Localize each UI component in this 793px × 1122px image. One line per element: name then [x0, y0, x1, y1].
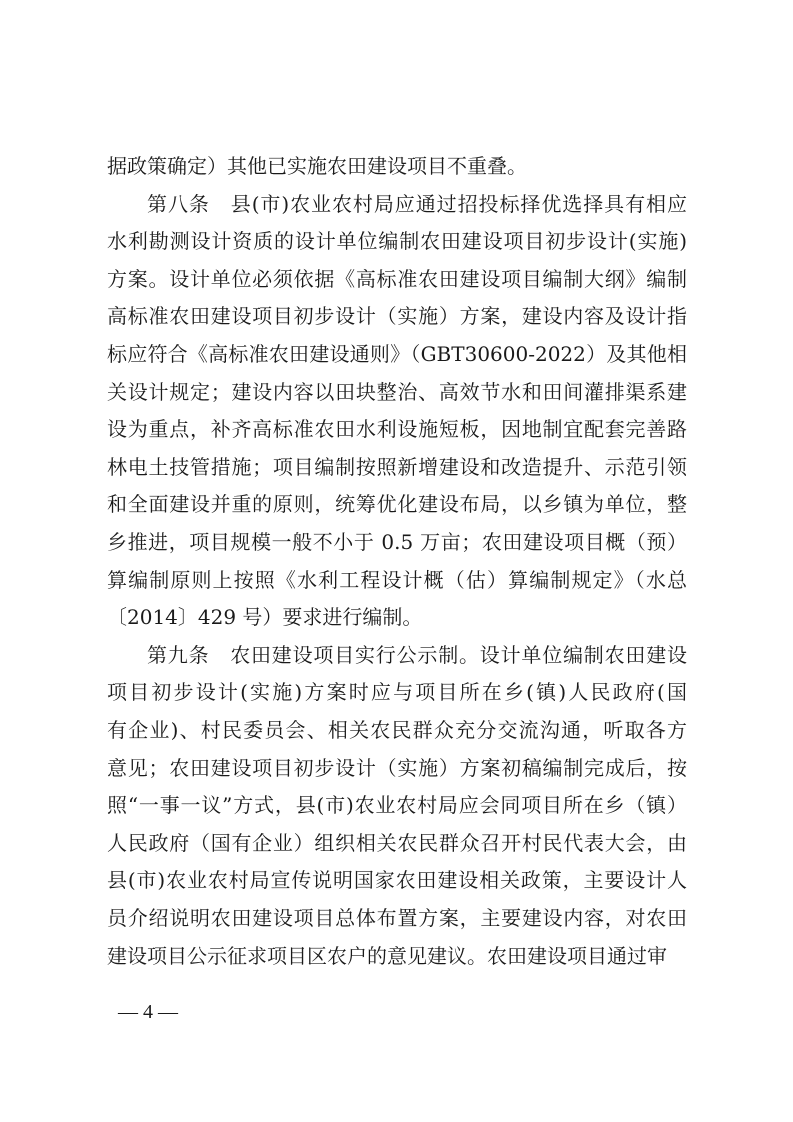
text-line: 县(市)农业农村局宣传说明国家农田建设相关政策，主要设计人	[107, 868, 687, 893]
text-line: 第八条 县(市)农业农村局应通过招投标择优选择具有相应	[147, 191, 687, 216]
text-line: 〔2014〕429 号）要求进行编制。	[107, 605, 423, 630]
text-line: 建设项目公示征求项目区农户的意见建议。农田建设项目通过审	[107, 943, 667, 968]
text-line: 和全面建设并重的原则，统筹优化建设布局，以乡镇为单位，整	[107, 492, 687, 517]
text-line: 设为重点，补齐高标准农田水利设施短板，因地制宜配套完善路	[107, 417, 687, 442]
text-line: 算编制原则上按照《水利工程设计概（估）算编制规定》（水总	[107, 567, 687, 592]
text-line: 员介绍说明农田建设项目总体布置方案，主要建设内容，对农田	[107, 906, 687, 930]
text-line: 关设计规定；建设内容以田块整治、高效节水和田间灌排渠系建	[107, 379, 687, 404]
text-line: 方案。设计单位必须依据《高标准农田建设项目编制大纲》编制	[107, 266, 687, 291]
text-line: 有企业)、村民委员会、相关农民群众充分交流沟通，听取各方	[107, 718, 687, 742]
text-line: 林电土技管措施；项目编制按照新增建设和改造提升、示范引领	[107, 454, 687, 479]
text-line: 乡推进，项目规模一般不小于 0.5 万亩；农田建设项目概（预）	[107, 530, 687, 554]
text-line: 第九条 农田建设项目实行公示制。设计单位编制农田建设	[147, 642, 687, 667]
text-line: 据政策确定）其他已实施农田建设项目不重叠。	[107, 154, 527, 178]
text-line: 意见；农田建设项目初步设计（实施）方案初稿编制完成后，按	[107, 755, 687, 780]
text-line: 标应符合《高标准农田建设通则》（GBT30600-2022）及其他相	[107, 342, 687, 366]
text-line: 高标准农田建设项目初步设计（实施）方案，建设内容及设计指	[107, 304, 687, 329]
text-line: 水利勘测设计资质的设计单位编制农田建设项目初步设计(实施)	[107, 229, 687, 254]
page-number: — 4 —	[118, 1001, 178, 1023]
text-line: 人民政府（国有企业）组织相关农民群众召开村民代表大会，由	[107, 830, 687, 855]
text-line: 照“一事一议”方式，县(市)农业农村局应会同项目所在乡（镇）	[107, 793, 687, 818]
text-line: 项目初步设计(实施)方案时应与项目所在乡(镇)人民政府(国	[107, 680, 687, 705]
